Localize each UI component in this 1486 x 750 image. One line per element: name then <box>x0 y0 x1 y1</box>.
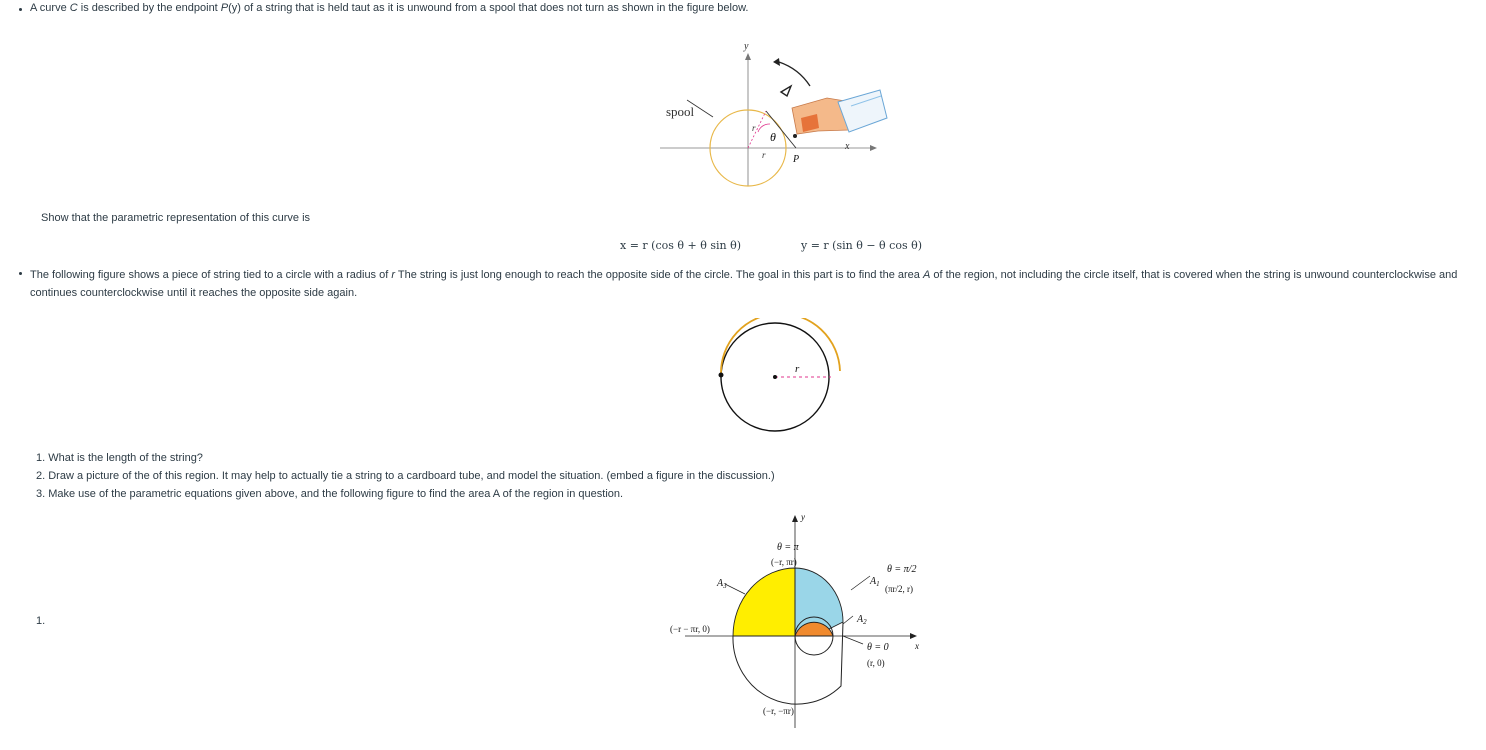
spool-figure <box>655 36 915 196</box>
string-circle-figure <box>710 318 850 438</box>
region-a2-label: $A_2$ <box>857 614 867 626</box>
intro-text: A curve C is described by the endpoint P(y) of a string that is held taut as it is unwound from a spool that does not turn as shown in the figure below. <box>30 2 749 14</box>
x-axis-label: x <box>845 141 850 152</box>
theta-half-pi-label: θ = π/2 <box>887 564 917 575</box>
region-a1-label: $A_1$ <box>870 576 880 588</box>
y-axis-label: y <box>801 512 805 522</box>
radius-label: r <box>762 150 766 160</box>
radius-label: r <box>752 123 756 133</box>
point-bottom-label: (−r, −πr) <box>763 706 794 716</box>
x-axis-label: x <box>915 641 919 651</box>
question-3: 3. Make use of the parametric equations given above, and the following figure to find the area A of the region in question. <box>36 488 624 500</box>
spool-label: spool <box>666 104 695 119</box>
region-a3-label: $A_3$ <box>717 578 727 590</box>
theta-label: θ <box>770 130 776 144</box>
y-axis-label: y <box>744 41 749 52</box>
question-2: 2. Draw a picture of the of this region. It may help to actually tie a string to a cardboard tube, and model the situation. (embed a figure in the discussion.) <box>36 470 775 482</box>
part2-text: The following figure shows a piece of string tied to a circle with a radius of r The string is just long enough to reach the opposite side of the circle. The goal in this part is to find the area A of the region, not including the circle itself, that is covered when the string is unwound counterclockwise and continues counterclockwise until it reaches the opposite side again. <box>30 269 1458 299</box>
equation-y: y = r (sin θ − θ cos θ) <box>801 239 923 252</box>
point-half-label: (πr/2, r) <box>885 584 914 594</box>
radius-label: r <box>795 363 800 375</box>
show-text: Show that the parametric representation of this curve is <box>41 212 311 224</box>
point-left-label: (−r − πr, 0) <box>670 624 710 634</box>
theta-zero-label: θ = 0 <box>867 642 889 653</box>
point-top-label: (−r, πr) <box>771 557 797 567</box>
point-p-label: P <box>793 154 800 165</box>
bullet <box>19 272 22 275</box>
area-region-figure <box>665 510 945 736</box>
equation-x: x = r (cos θ + θ sin θ) <box>620 239 741 252</box>
list-number: 1. <box>36 615 46 627</box>
point-zero-label: (r, 0) <box>867 658 885 668</box>
bullet <box>19 8 22 11</box>
question-1: 1. What is the length of the string? <box>36 452 203 464</box>
theta-pi-label: θ = π <box>777 542 799 553</box>
